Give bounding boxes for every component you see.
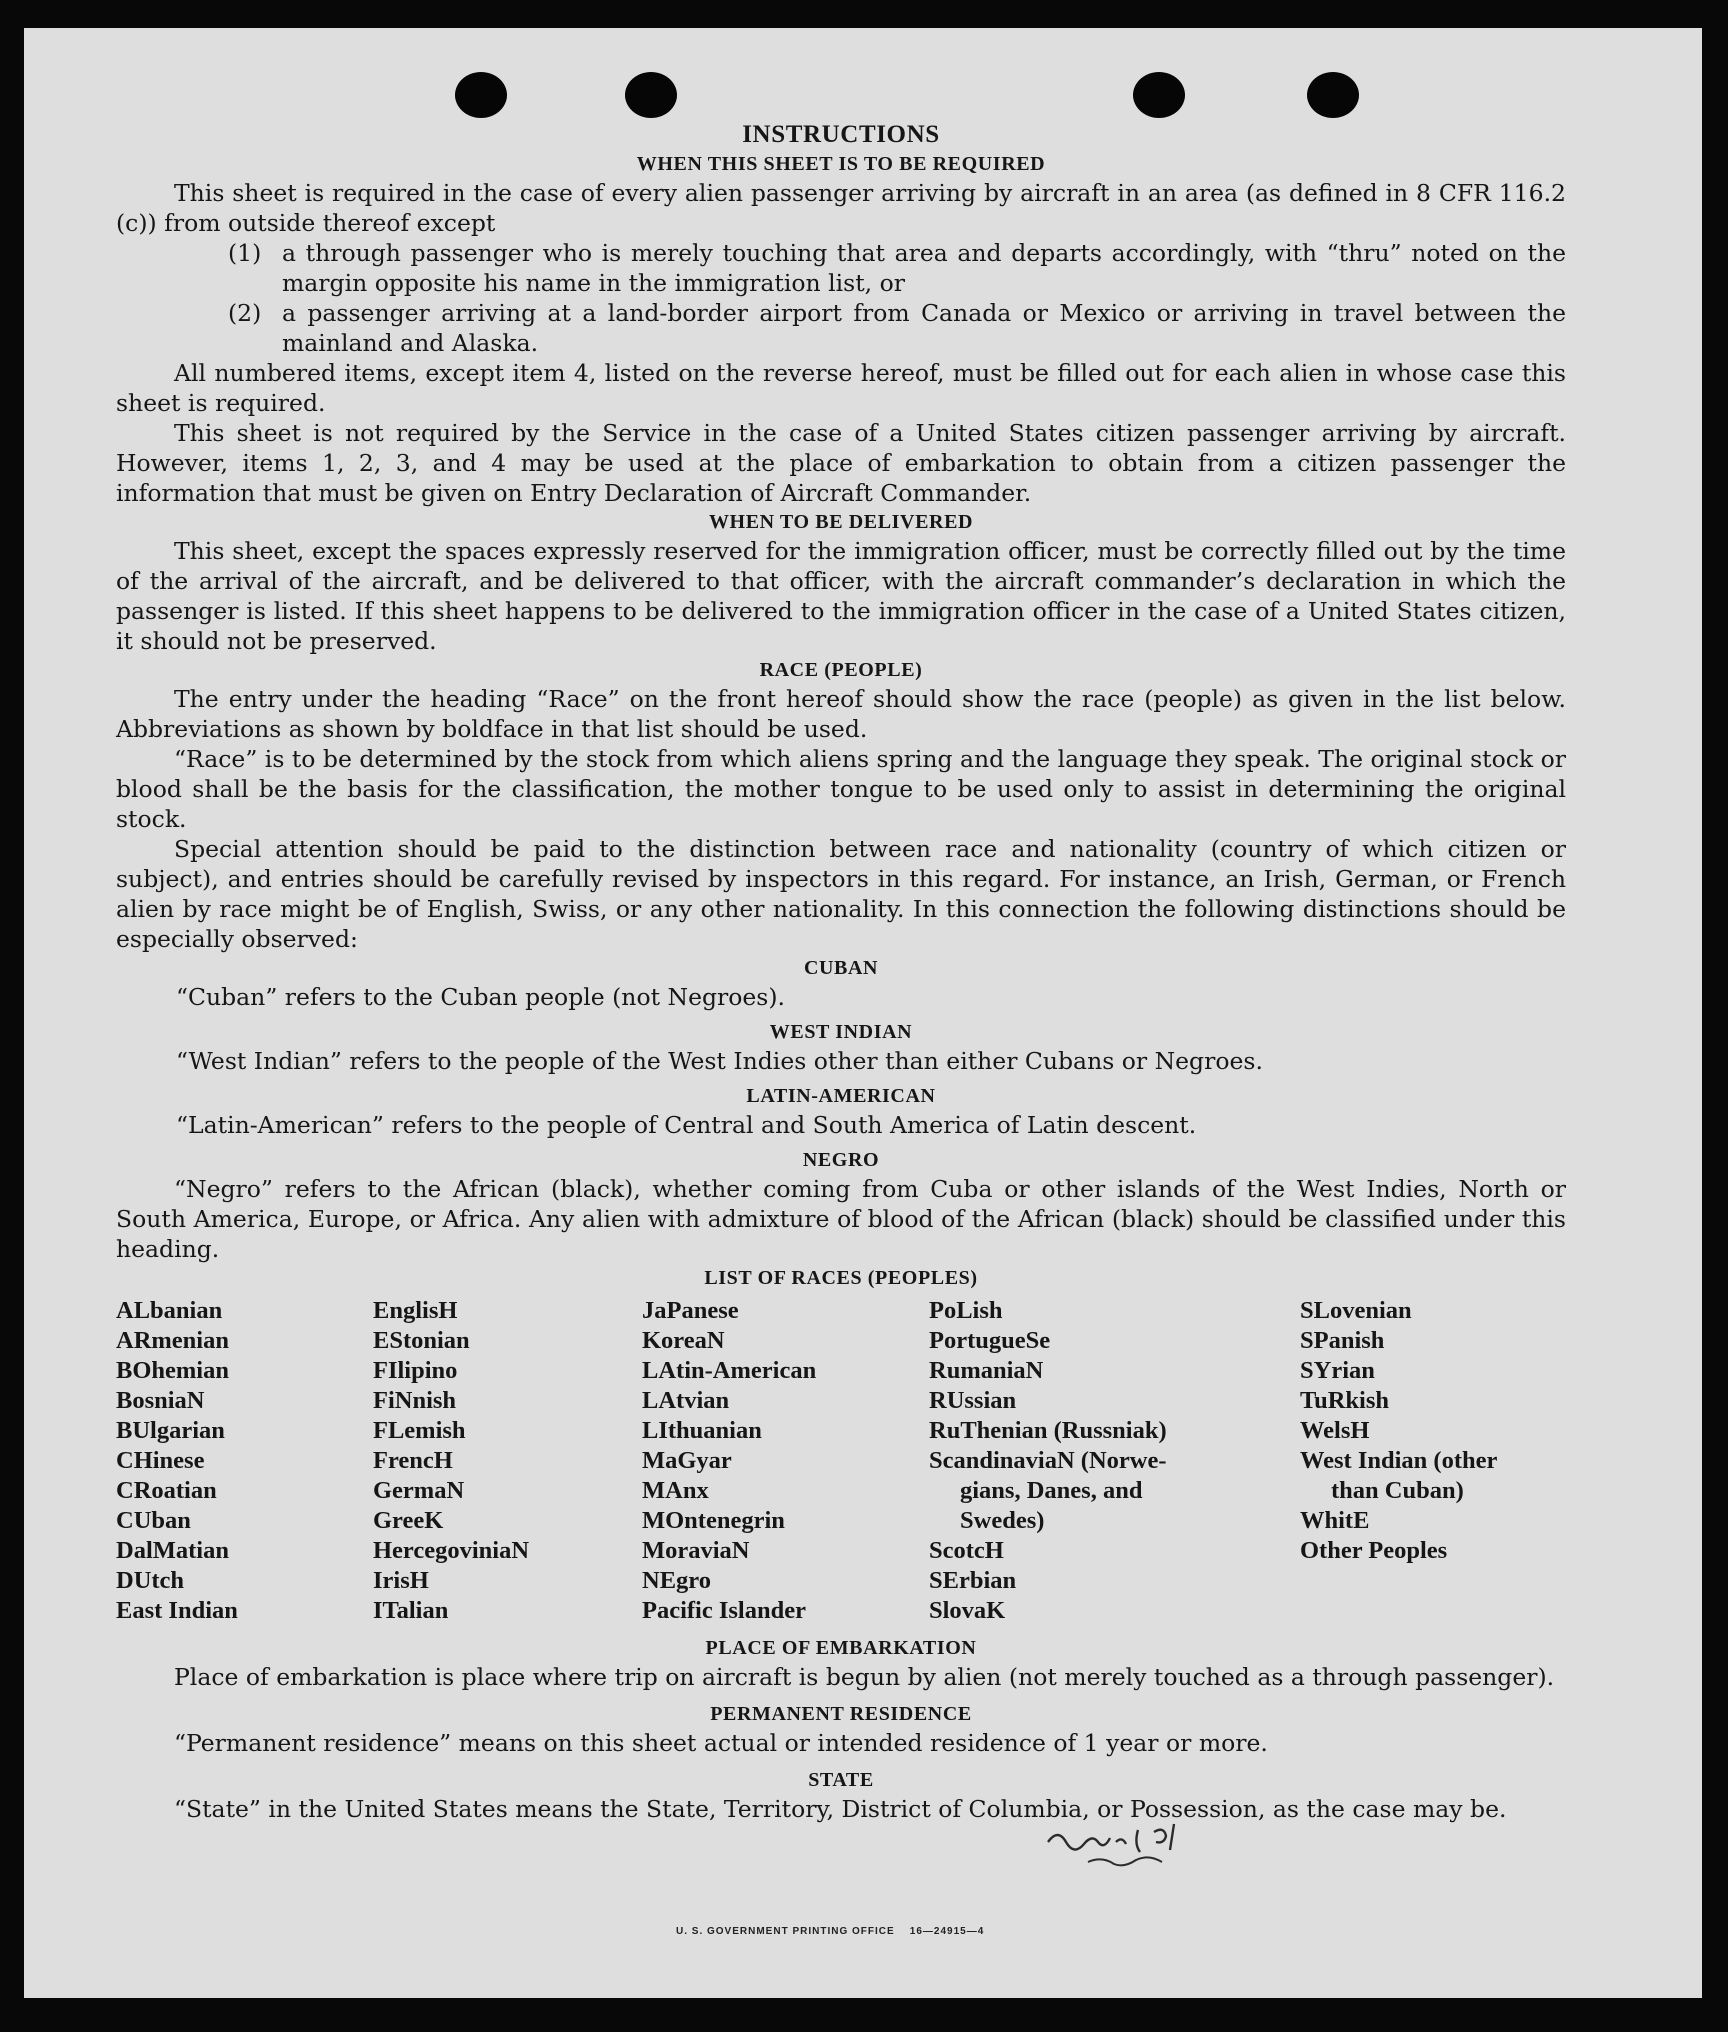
section-heading: STATE [808, 1769, 874, 1791]
race-item: BosniaN [116, 1387, 205, 1414]
document-title: INSTRUCTIONS [742, 121, 940, 148]
race-item: MAnx [642, 1477, 709, 1504]
race-item: BUlgarian [116, 1417, 225, 1444]
definition: “West Indian” refers to the people of the West Indies other than either Cubans or Negroes. [176, 1047, 1263, 1075]
definition: “Cuban” refers to the Cuban people (not Negroes). [176, 983, 786, 1011]
punch-hole [625, 72, 677, 118]
handwritten-scribble [1040, 1818, 1270, 1888]
race-item: TuRkish [1300, 1387, 1390, 1414]
paragraph: All numbered items, except item 4, listed on the reverse hereof, must be filled out for each alien in whose case this sheet is required. [116, 359, 1566, 417]
item-number: (1) [228, 239, 262, 267]
races-column [642, 1296, 929, 1626]
section-heading: PERMANENT RESIDENCE [710, 1703, 972, 1725]
race-item: Other Peoples [1300, 1537, 1448, 1564]
races-column [373, 1296, 642, 1626]
race-item: FIlipino [373, 1357, 458, 1384]
race-item: MOntenegrin [642, 1507, 785, 1534]
race-item: WhitE [1300, 1507, 1370, 1534]
race-item: West Indian (other [1300, 1447, 1498, 1474]
race-item: MaGyar [642, 1447, 732, 1474]
race-item: FiNnish [373, 1387, 457, 1414]
race-item: HercegoviniaN [373, 1537, 530, 1564]
race-item: ScotcH [929, 1537, 1004, 1564]
race-item: EStonian [373, 1327, 470, 1354]
race-item: GreeK [373, 1507, 444, 1534]
race-item: SYrian [1300, 1357, 1375, 1384]
paragraph: Special attention should be paid to the distinction between race and nationality (country of which citizen or subject), and entries should be carefully revised by inspectors in this regard. For instance, an Irish, German, or French alien by race might be of English, Swiss, or any other nationality. In this connection the following distinctions should be especially observed: [116, 835, 1566, 953]
item-text: a through passenger who is merely touching that area and departs accordingly, with “thru” noted on the margin opposite his name in the immigration list, or [282, 239, 1566, 297]
paragraph: “State” in the United States means the State, Territory, District of Columbia, or Possession, as the case may be. [174, 1795, 1507, 1823]
item-number: (2) [228, 299, 262, 327]
punch-hole [1133, 72, 1185, 118]
race-item: PortugueSe [929, 1327, 1051, 1354]
race-item: KoreaN [642, 1327, 725, 1354]
race-item: LAtin-American [642, 1357, 817, 1384]
paragraph: This sheet is not required by the Service in the case of a United States citizen passenger arriving by aircraft. However, items 1, 2, 3, and 4 may be used at the place of embarkation to obtain from a citizen passenger the information that must be given on Entry Declaration of Aircraft Commander. [116, 419, 1566, 507]
races-column [929, 1296, 1300, 1626]
printer-footer: U. S. GOVERNMENT PRINTING OFFICE 16—24915—4 [676, 1926, 985, 1937]
paragraph: The entry under the heading “Race” on the front hereof should show the race (people) as given in the list below. Abbreviations as shown by boldface in that list should be used. [116, 685, 1566, 743]
race-item: LIthuanian [642, 1417, 762, 1444]
paragraph: Place of embarkation is place where trip on aircraft is begun by alien (not merely touched as a through passenger). [174, 1663, 1555, 1691]
section-heading: WHEN THIS SHEET IS TO BE REQUIRED [636, 153, 1046, 175]
race-item: CRoatian [116, 1477, 217, 1504]
race-item: IrisH [373, 1567, 429, 1594]
races-column [116, 1296, 373, 1626]
punch-hole [455, 72, 507, 118]
race-item-continuation: gians, Danes, and [960, 1477, 1143, 1504]
punch-hole [1307, 72, 1359, 118]
race-item: DUtch [116, 1567, 185, 1594]
section-heading: NEGRO [802, 1149, 880, 1171]
race-item: WelsH [1300, 1417, 1370, 1444]
race-item: NEgro [642, 1567, 711, 1594]
race-item: SLovenian [1300, 1297, 1412, 1324]
instructions-document [116, 120, 1566, 1824]
race-item: East Indian [116, 1597, 238, 1624]
section-heading: WEST INDIAN [769, 1021, 913, 1043]
section-heading: LIST OF RACES (PEOPLES) [704, 1267, 978, 1289]
race-item: BOhemian [116, 1357, 229, 1384]
race-item: FrencH [373, 1447, 453, 1474]
numbered-item [116, 298, 1566, 358]
definition: “Latin-American” refers to the people of Central and South America of Latin descent. [176, 1111, 1197, 1139]
races-column [1300, 1296, 1560, 1626]
section-heading: LATIN-AMERICAN [746, 1085, 936, 1107]
race-item: SlovaK [929, 1597, 1006, 1624]
section-heading: WHEN TO BE DELIVERED [708, 511, 974, 533]
paragraph: “Permanent residence” means on this sheet actual or intended residence of 1 year or more. [174, 1729, 1268, 1757]
race-item: RUssian [929, 1387, 1017, 1414]
race-item: ScandinaviaN (Norwe- [929, 1447, 1167, 1474]
race-item: SPanish [1300, 1327, 1385, 1354]
race-item: Pacific Islander [642, 1597, 806, 1624]
race-item: EnglisH [373, 1297, 458, 1324]
paragraph: “Negro” refers to the African (black), whether coming from Cuba or other islands of the West Indies, North or South America, Europe, or Africa. Any alien with admixture of blood of the African (black) should be classified under this heading. [116, 1175, 1566, 1263]
race-item: ALbanian [116, 1297, 223, 1324]
race-item: RuThenian (Russniak) [929, 1417, 1167, 1444]
numbered-item [116, 238, 1566, 298]
race-item: LAtvian [642, 1387, 730, 1414]
section-heading: CUBAN [803, 957, 879, 979]
race-item: PoLish [929, 1297, 1003, 1324]
race-item-continuation: Swedes) [960, 1507, 1045, 1534]
race-item-continuation: than Cuban) [1331, 1477, 1464, 1504]
paragraph: This sheet, except the spaces expressly reserved for the immigration officer, must be correctly filled out by the time of the arrival of the aircraft, and be delivered to that officer, with the aircraft commander’s declaration in which the passenger is listed. If this sheet happens to be delivered to the immigration officer in the case of a United States citizen, it should not be preserved. [116, 537, 1566, 655]
race-item: MoraviaN [642, 1537, 750, 1564]
item-text: a passenger arriving at a land-border airport from Canada or Mexico or arriving in travel between the mainland and Alaska. [282, 299, 1566, 357]
race-item: SErbian [929, 1567, 1017, 1594]
race-item: JaPanese [642, 1297, 739, 1324]
race-item: CUban [116, 1507, 191, 1534]
race-item: ARmenian [116, 1327, 229, 1354]
section-heading: RACE (PEOPLE) [759, 659, 923, 681]
race-item: ITalian [373, 1597, 449, 1624]
paragraph: This sheet is required in the case of every alien passenger arriving by aircraft in an area (as defined in 8 CFR 116.2 (c)) from outside thereof except [116, 179, 1566, 237]
section-heading: PLACE OF EMBARKATION [705, 1637, 977, 1659]
race-item: FLemish [373, 1417, 466, 1444]
race-item: DalMatian [116, 1537, 229, 1564]
races-list [116, 1296, 1566, 1626]
race-item: RumaniaN [929, 1357, 1044, 1384]
race-item: GermaN [373, 1477, 465, 1504]
paragraph: “Race” is to be determined by the stock from which aliens spring and the language they speak. The original stock or blood shall be the basis for the classification, the mother tongue to be used only to assist in determining the original stock. [116, 745, 1566, 833]
race-item: CHinese [116, 1447, 205, 1474]
